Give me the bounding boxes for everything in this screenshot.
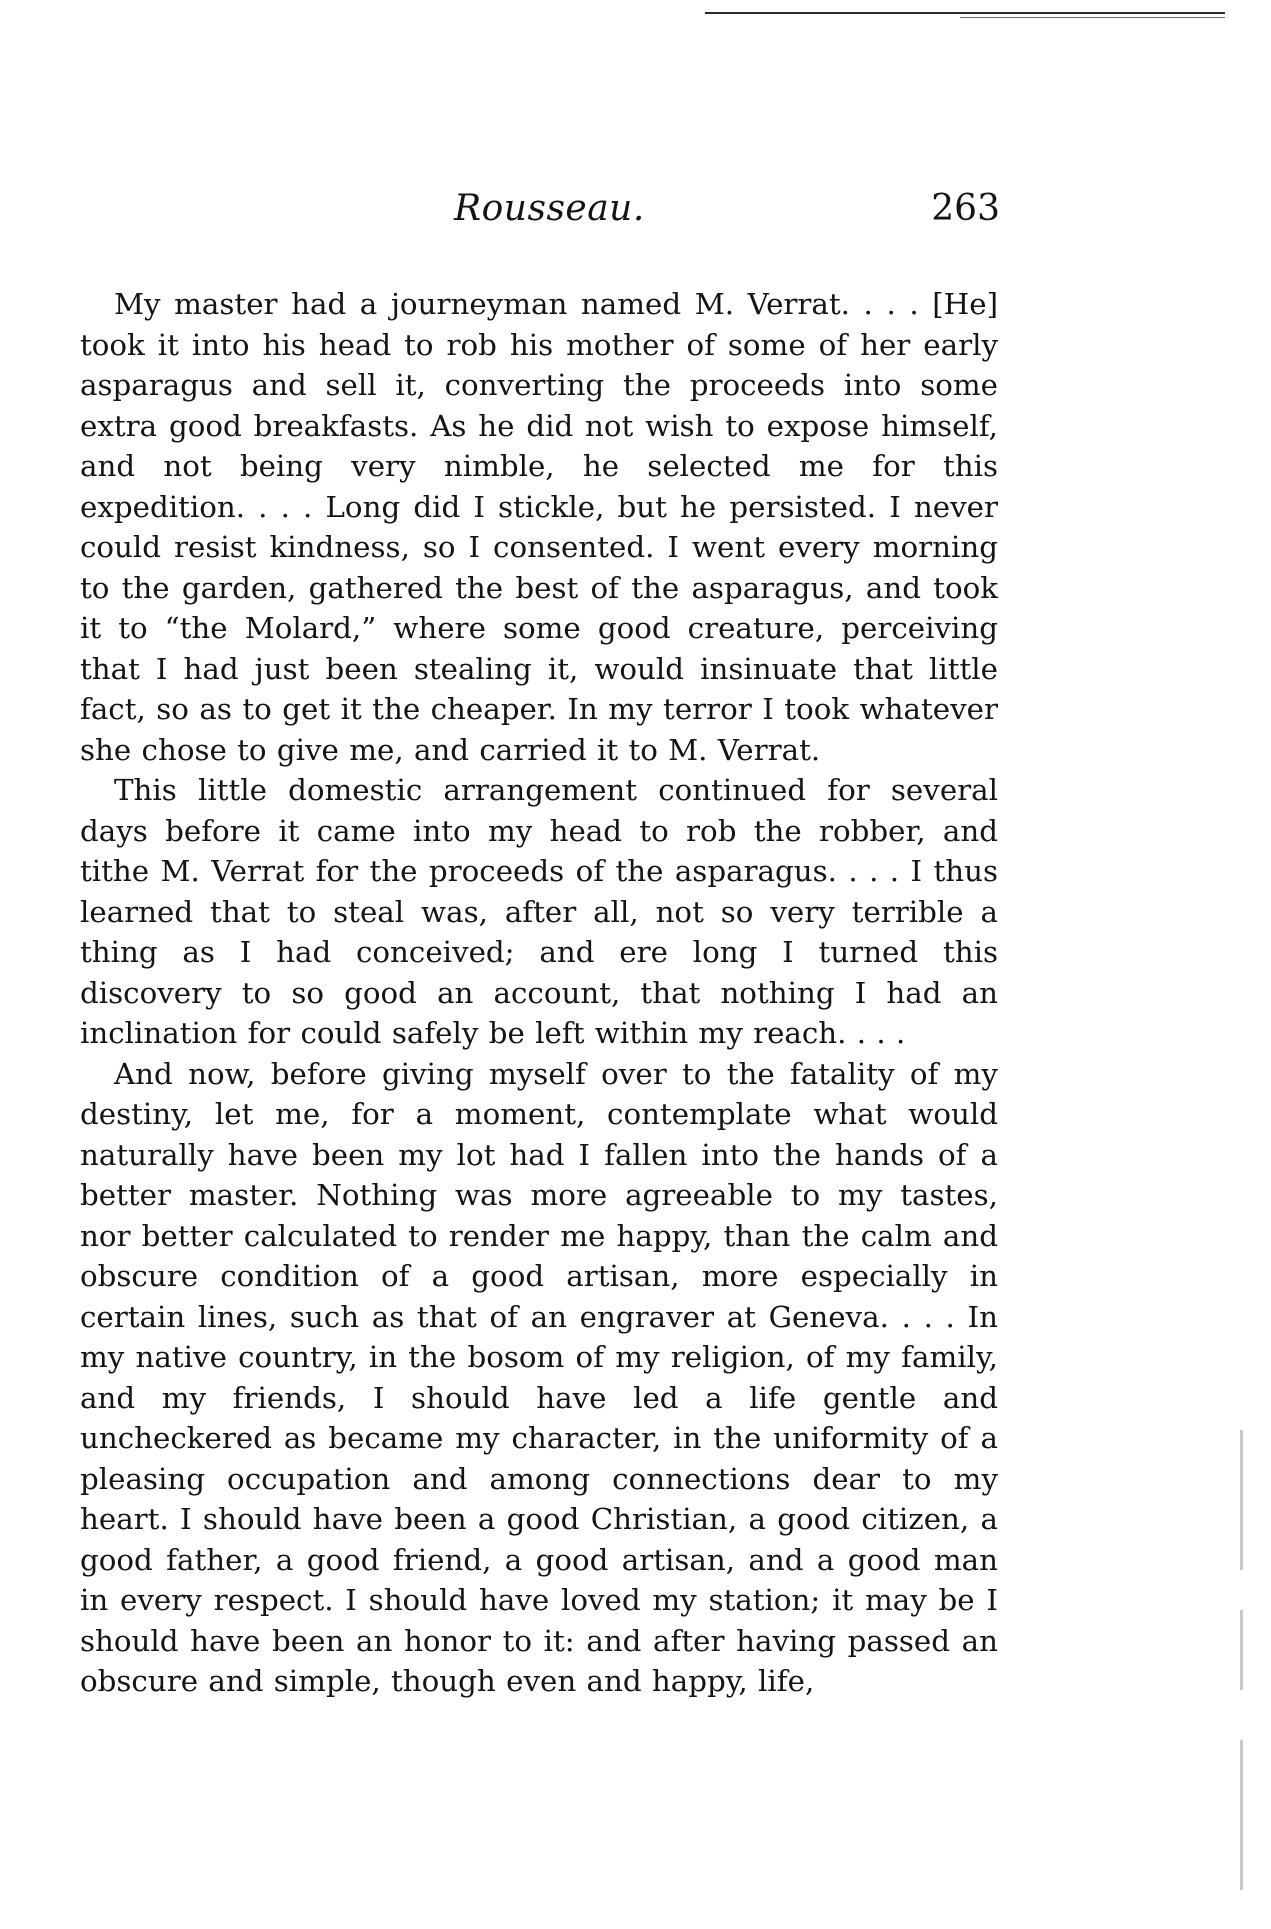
page-header [80,188,1000,238]
top-rule-thin [960,17,1225,18]
running-head: Rousseau. [454,188,645,229]
paragraph-2: This little domestic arrangement continued for several days before it came into my head to rob the robber, and tithe M. Verrat for the proceeds of the asparagus. . . . I thus learned that to steal was, after all, not so very terrible a thing as I had conceived; and ere long I turned this discovery to so good an account, that nothing I had an inclination for could safely be left within my reach. . . . [80,773,998,1050]
paragraph-1: My master had a journeyman named M. Verrat. . . . [He] took it into his head to rob his mother of some of her early asparagus and sell it, converting the proceeds into some extra good breakfasts. As he did not wish to expose himself, and not being very nimble, he selected me for this expedition. . . . Long did I stickle, but he persisted. I never could resist kindness, so I consented. I went every morning to the garden, gathered the best of the asparagus, and took it to “the Molard,” where some good creature, perceiving that I had just been stealing it, would insinuate that little fact, so as to get it the cheaper. In my terror I took whatever she chose to give me, and carried it to M. Verrat. [80,287,998,767]
body-text [80,284,998,1702]
paragraph-3: And now, before giving myself over to the fatality of my destiny, let me, for a moment, contemplate what would naturally have been my lot had I fallen into the hands of a better master. Nothing was more agreeable to my tastes, nor better calculated to render me happy, than the calm and obscure condition of a good artisan, more especially in certain lines, such as that of an engraver at Geneva. . . . In my native country, in the bosom of my religion, of my family, and my friends, I should have led a life gentle and uncheckered as became my character, in the uniformity of a pleasing occupation and among connections dear to my heart. I should have been a good Christian, a good citizen, a good father, a good friend, a good artisan, and a good man in every respect. I should have loved my station; it may be I should have been an honor to it: and after having passed an obscure and simple, though even and happy, life, [80,1056,998,1698]
top-rule [705,12,1225,14]
scan-edge-mark [1240,1430,1243,1570]
page-number: 263 [931,188,1000,229]
scan-edge-mark [1240,1610,1243,1690]
scan-edge-mark [1240,1740,1243,1890]
